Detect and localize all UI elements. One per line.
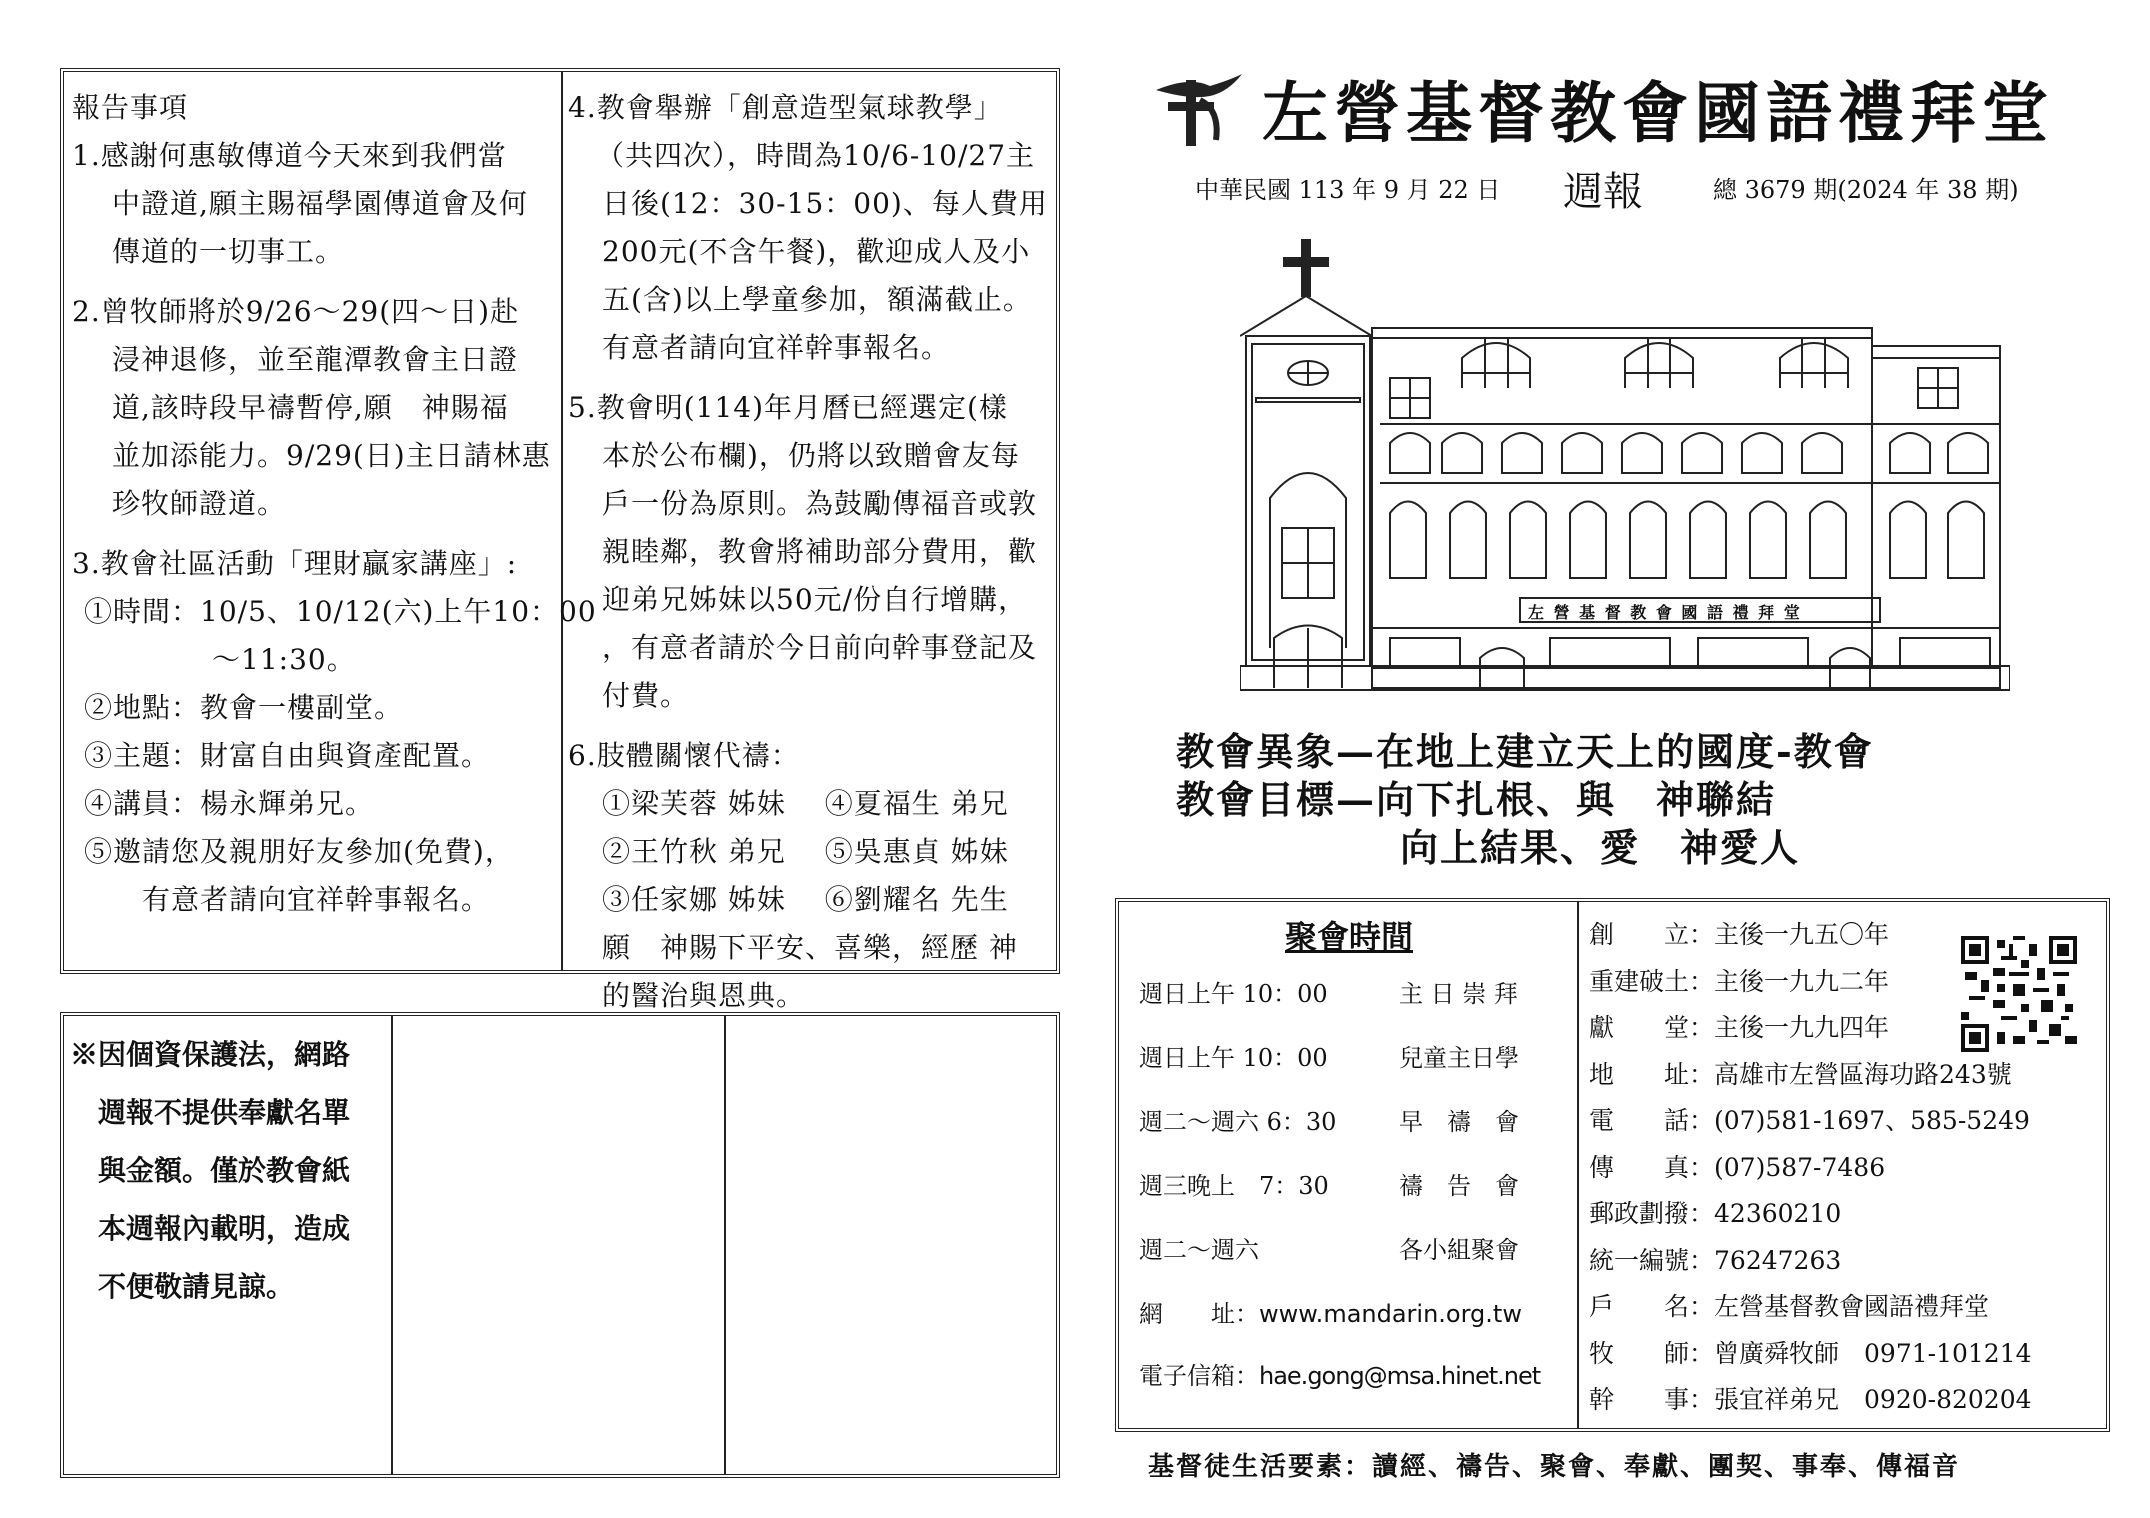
bulletin-dateline: [1195, 160, 2055, 215]
website-label: 網 址：: [1139, 1300, 1259, 1328]
info-value: ：左營基督教會國語禮拜堂: [1689, 1292, 1990, 1321]
announcement-line: 日後(12：30-15：00)、每人費用: [602, 187, 1048, 220]
announcement-line: 本於公布欄)，仍將以致贈會友每: [602, 439, 1020, 472]
meetings-section: [1129, 912, 1569, 1406]
announcement-line: 珍牧師證道。: [112, 487, 287, 520]
email-row: [1129, 1356, 1569, 1406]
announcement-line: ⑤邀請您及親朋好友參加(免費)，: [84, 835, 514, 868]
footer-motto: 基督徒生活要素：讀經、禱告、聚會、奉獻、團契、事奉、傳福音: [1148, 1452, 1961, 1482]
building-sign: 左 營 基 督 教 會 國 語 禮 拜 堂: [1528, 603, 1802, 622]
email-label: 電子信箱：: [1139, 1362, 1259, 1390]
info-label: 創 立: [1589, 920, 1690, 949]
bulletin-date: 中華民國 113 年 9 月 22 日: [1195, 176, 1501, 204]
announcement-line: 迎弟兄姊妹以50元/份自行增購，: [602, 583, 1028, 616]
privacy-note: [70, 1026, 388, 1316]
website-row: [1129, 1294, 1569, 1356]
cross-dove-icon: [1150, 70, 1246, 150]
privacy-line: 週報不提供奉獻名單: [98, 1096, 351, 1129]
announcement-line: 有意者請向宜祥幹事報名。: [602, 331, 951, 364]
info-label: 電 話: [1589, 1106, 1690, 1135]
info-row: [1589, 1238, 2089, 1285]
info-value: ：高雄市左營區海功路243號: [1689, 1059, 2012, 1089]
announcements-col2: [568, 84, 1058, 1020]
meeting-time: 週日上午 10：00: [1139, 1044, 1328, 1072]
info-row: [1589, 1052, 2089, 1099]
announcement-line: 五(含)以上學童參加，額滿截止。: [602, 283, 1032, 316]
announcements-heading: 報告事項: [72, 91, 189, 124]
info-value: ：主後一九九四年: [1689, 1013, 1890, 1042]
announcement-line: 2.曾牧師將於9/26～29(四～日)赴: [72, 295, 520, 328]
info-row: [1589, 1098, 2089, 1145]
info-value: ：(07)581-1697、585-5249: [1689, 1106, 2030, 1135]
church-building-icon: [1240, 228, 2010, 698]
info-value: ：76247263: [1689, 1245, 1842, 1275]
meetings-title: 聚會時間: [1284, 918, 1413, 956]
privacy-line: 本週報內載明，造成: [98, 1212, 351, 1245]
announcement-line: 傳道的一切事工。: [112, 235, 345, 268]
announcement-line: 戶一份為原則。為鼓勵傳福音或敦: [602, 487, 1038, 520]
announcement-line: ～11:30。: [212, 643, 356, 676]
info-label: 獻 堂: [1589, 1013, 1690, 1042]
info-label: 地 址: [1589, 1059, 1690, 1089]
announcement-line: 浸神退修，並至龍潭教會主日證: [112, 343, 519, 376]
info-label: 牧 師: [1589, 1338, 1690, 1368]
info-value: ：42360210: [1689, 1199, 1842, 1228]
church-building-illustration: [1240, 228, 2010, 698]
announcement-line: ③主題：財富自由與資產配置。: [84, 739, 491, 772]
info-label: 郵政劃撥: [1589, 1199, 1690, 1228]
meeting-row: [1129, 1230, 1569, 1294]
announcement-line: ④講員：楊永輝弟兄。: [84, 787, 375, 820]
announcement-line: 道,該時段早禱暫停,願 神賜福: [112, 391, 509, 424]
announcement-line: 200元(不含午餐)，歡迎成人及小: [602, 235, 1031, 268]
privacy-line: ※因個資保護法，網路: [70, 1038, 351, 1071]
announcement-line: 6.肢體關懷代禱：: [568, 739, 800, 772]
announcement-line: ①時間：10/5、10/12(六)上午10：00: [84, 595, 597, 628]
announcement-line: ，有意者請於今日前向幹事登記及: [602, 631, 1038, 664]
meeting-time: 週三晚上 7：30: [1139, 1172, 1329, 1200]
announcement-line: 親睦鄰，教會將補助部分費用，歡: [602, 535, 1038, 568]
website-link[interactable]: www.mandarin.org.tw: [1259, 1300, 1522, 1328]
info-value: ：曾廣舜牧師 0971-101214: [1689, 1338, 2032, 1368]
info-label: 幹 事: [1589, 1385, 1690, 1414]
meeting-name: 禱 告 會: [1399, 1172, 1519, 1200]
info-row: [1589, 1191, 2089, 1238]
meeting-row: [1129, 974, 1569, 1038]
meeting-name: 主 日 崇 拜: [1399, 980, 1518, 1008]
info-row: [1589, 1284, 2089, 1331]
qr-code[interactable]: [1961, 936, 2077, 1052]
info-value: ：(07)587-7486: [1689, 1152, 1886, 1182]
qr-code-icon: [1961, 936, 2077, 1052]
info-label: 統一編號: [1589, 1245, 1690, 1275]
announcement-line: 願 神賜下平安、喜樂，經歷 神: [602, 931, 1018, 964]
meeting-row: [1129, 1102, 1569, 1166]
privacy-line: 與金額。僅於教會紙: [98, 1154, 351, 1187]
announcement-line: 有意者請向宜祥幹事報名。: [142, 883, 491, 916]
info-row: [1589, 1145, 2089, 1192]
church-name: 左營基督教會國語禮拜堂: [1262, 74, 2054, 152]
info-row: [1589, 1377, 2089, 1424]
meeting-name: 各小組聚會: [1399, 1236, 1519, 1264]
vision-line: 教會異象—在地上建立天上的國度-教會: [1176, 729, 1874, 774]
info-label: 傳 真: [1589, 1152, 1690, 1182]
announcements-box: [60, 68, 1060, 1012]
info-row: [1589, 1331, 2089, 1378]
announcement-line: 1.感謝何惠敏傳道今天來到我們當: [72, 139, 507, 172]
announcement-line: 4.教會舉辦「創意造型氣球教學」: [568, 91, 1003, 124]
offering-box: [60, 1012, 1060, 1478]
announcement-line: ②地點：教會一樓副堂。: [84, 691, 404, 724]
announcement-line: 並加添能力。9/29(日)主日請林惠: [112, 439, 551, 472]
meeting-time: 週日上午 10：00: [1139, 980, 1328, 1008]
announcement-line: 付費。: [602, 679, 690, 712]
info-label: 戶 名: [1589, 1292, 1690, 1321]
meeting-info-box: [1115, 898, 2110, 1432]
church-logo: [1150, 70, 1246, 150]
meeting-row: [1129, 1038, 1569, 1102]
announcement-line: 5.教會明(114)年月曆已經選定(樣: [568, 391, 1008, 424]
info-value: ：張宜祥弟兄 0920-820204: [1689, 1385, 2032, 1414]
meeting-name: 早 禱 會: [1399, 1108, 1519, 1136]
announcement-line: 中證道,願主賜福學園傳道會及何: [112, 187, 528, 220]
prayer-line: ②王竹秋 弟兄 ⑤吳惠貞 姊妹: [602, 835, 1009, 868]
prayer-line: ③任家娜 姊妹 ⑥劉耀名 先生: [602, 883, 1009, 916]
announcements-col1: [72, 84, 597, 924]
bulletin-issue: 總 3679 期(2024 年 38 期): [1713, 176, 2019, 204]
prayer-line: ①梁芙蓉 姊妹 ④夏福生 弟兄: [602, 787, 1009, 820]
announcement-line: 的醫治與恩典。: [602, 979, 806, 1012]
meeting-row: [1129, 1166, 1569, 1230]
goal-line: 教會目標—向下扎根、與 神聯結: [1176, 777, 1777, 822]
info-value: ：主後一九五〇年: [1689, 920, 1890, 949]
info-label: 重建破土: [1589, 966, 1690, 996]
goal-line-2: 向上結果、愛 神愛人: [1400, 825, 1801, 870]
email-link[interactable]: hae.gong@msa.hinet.net: [1259, 1362, 1541, 1390]
vision-block: [1176, 728, 1874, 872]
meeting-time: 週二～週六: [1139, 1236, 1259, 1264]
info-value: ：主後一九九二年: [1689, 966, 1890, 996]
announcement-line: 3.教會社區活動「理財贏家講座」:: [72, 547, 518, 580]
privacy-line: 不便敬請見諒。: [98, 1270, 295, 1303]
meeting-time: 週二～週六 6：30: [1139, 1108, 1337, 1136]
announcement-line: （共四次），時間為10/6-10/27主: [596, 139, 1036, 172]
bulletin-label: 週報: [1563, 169, 1643, 215]
meeting-name: 兒童主日學: [1399, 1044, 1519, 1072]
